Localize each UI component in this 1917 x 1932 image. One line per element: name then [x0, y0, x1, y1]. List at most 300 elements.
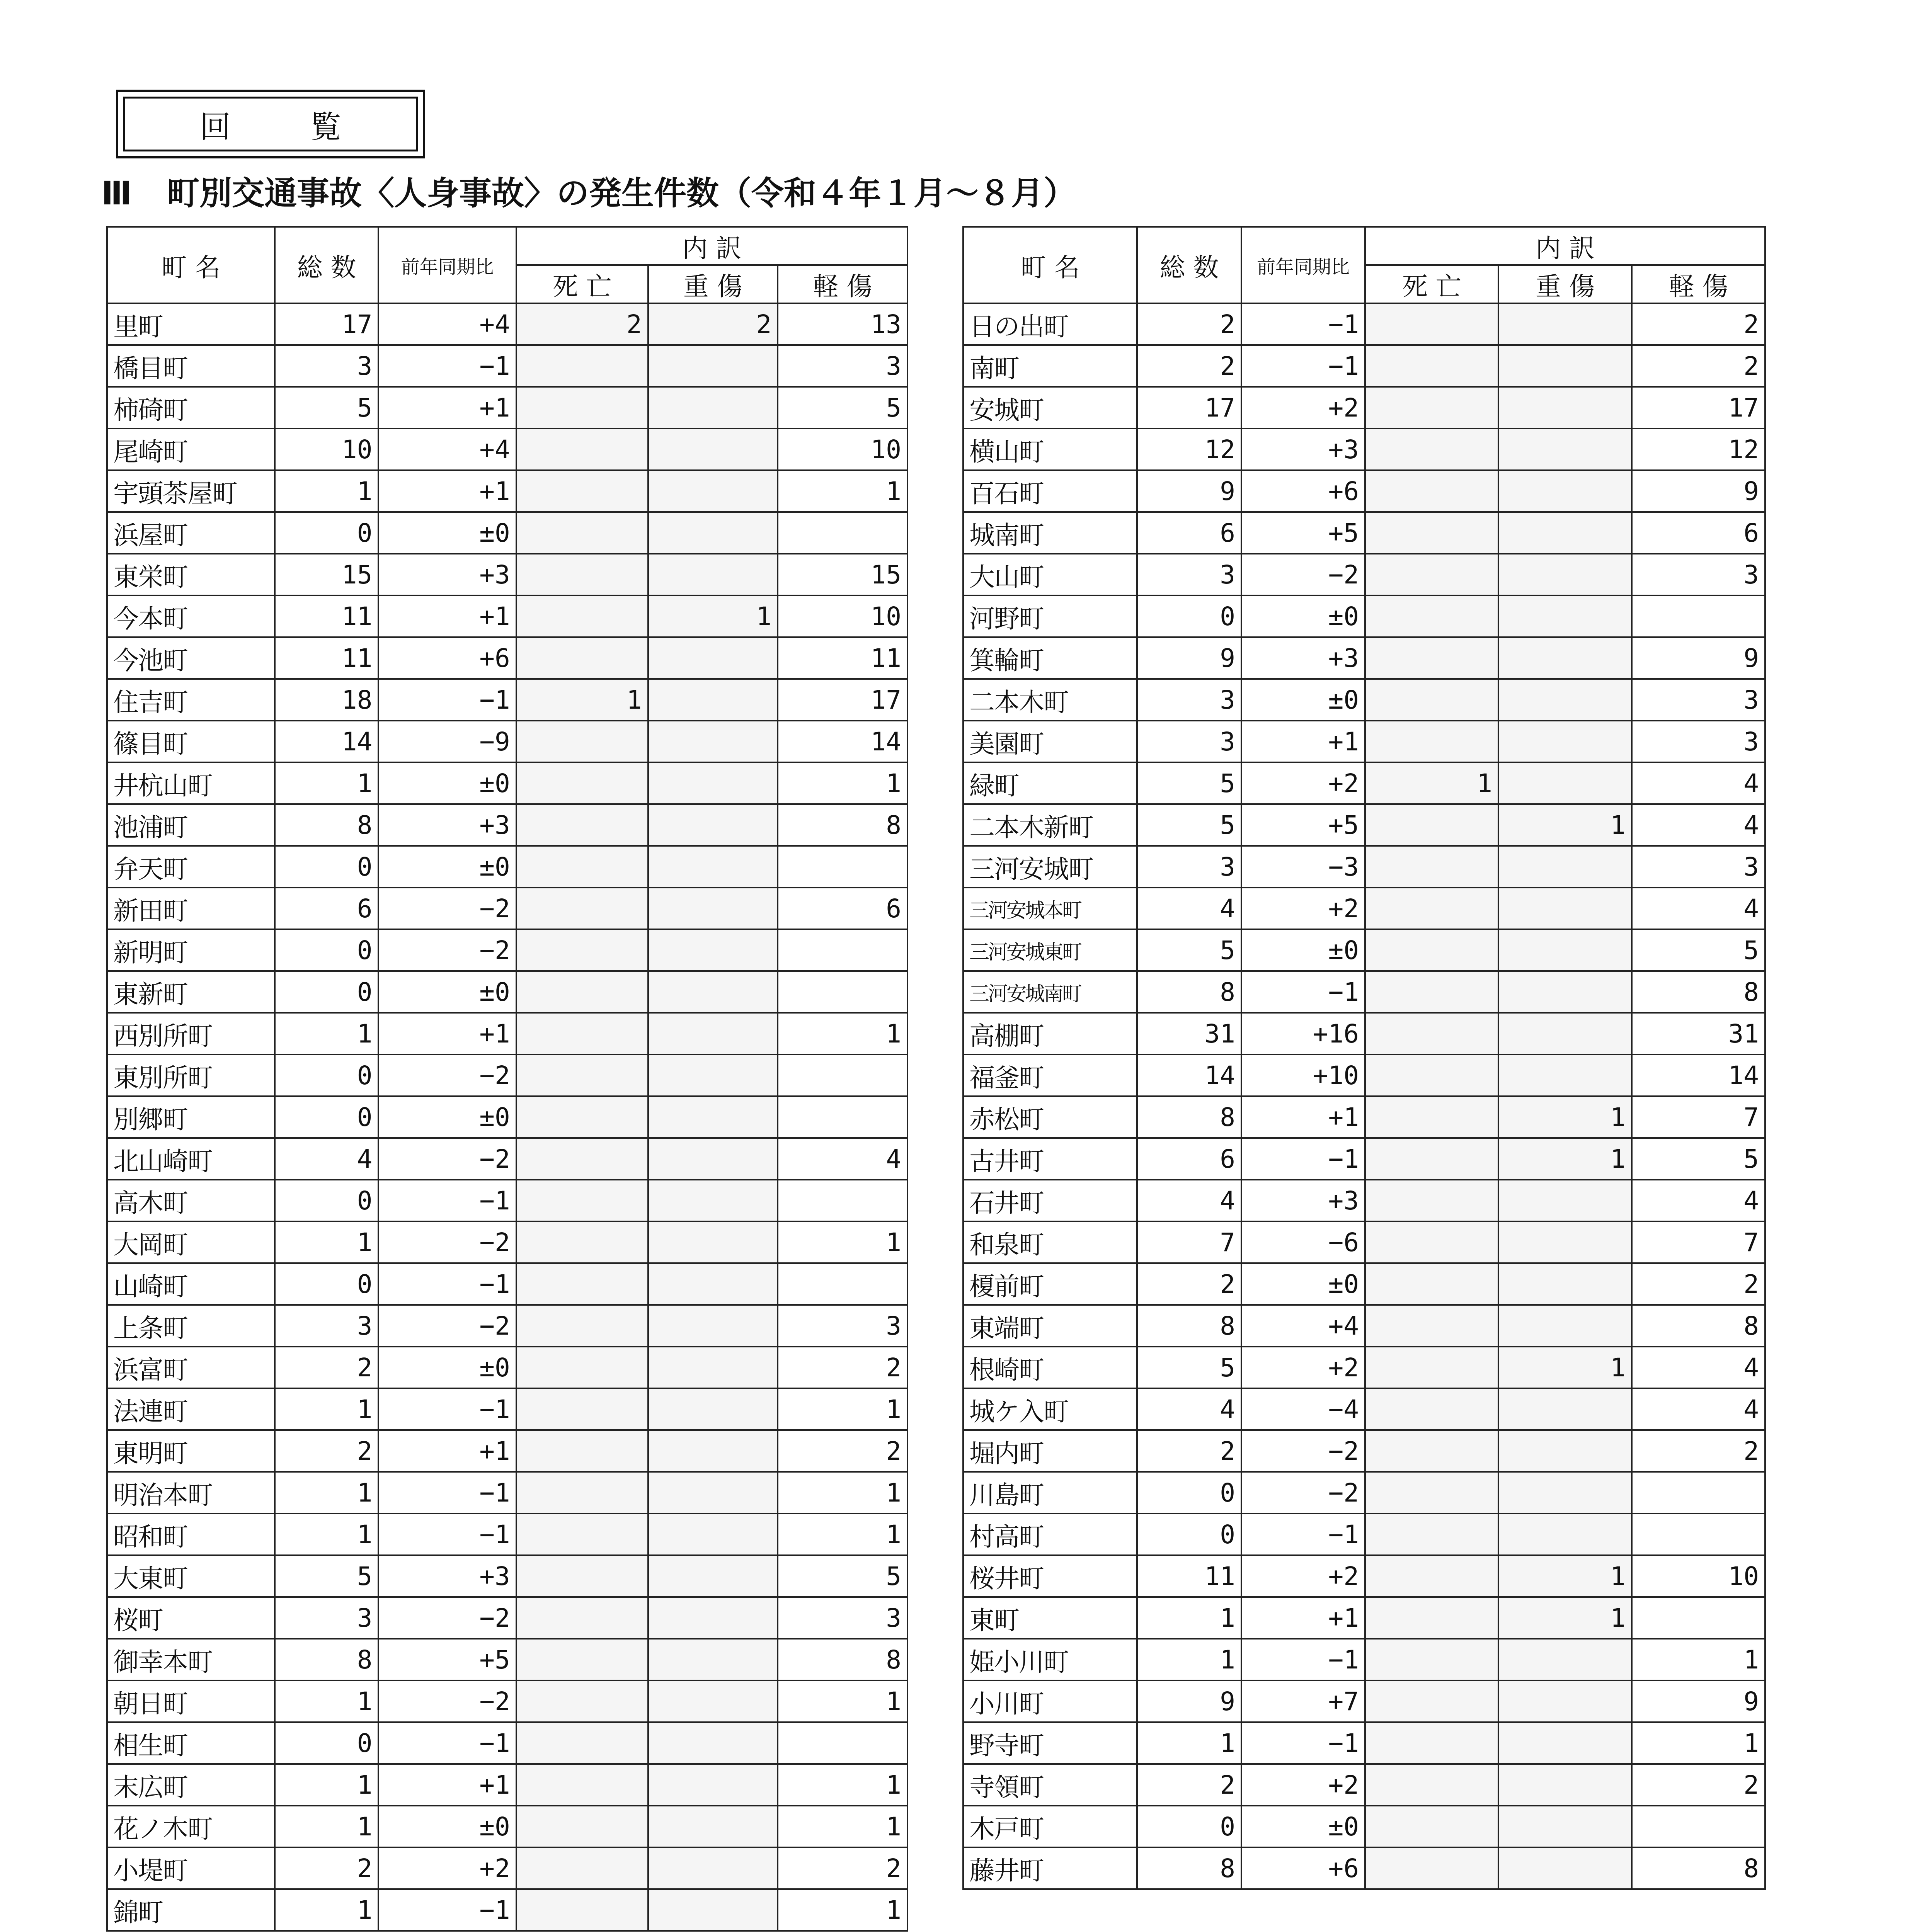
table-body-left	[107, 303, 907, 1931]
yoy-cell: +16	[1241, 1013, 1365, 1054]
serious-cell	[648, 1472, 778, 1514]
minor-cell: 1	[778, 1221, 907, 1263]
town-cell: 小川町	[963, 1680, 1137, 1722]
death-cell	[516, 1430, 648, 1472]
total-cell: 1	[275, 1013, 379, 1054]
serious-cell	[1498, 1764, 1632, 1806]
minor-cell	[778, 846, 907, 888]
minor-cell: 1	[778, 470, 907, 512]
minor-cell: 4	[1632, 888, 1765, 929]
serious-cell	[648, 1680, 778, 1722]
death-cell	[516, 595, 648, 637]
yoy-cell: −1	[378, 1889, 516, 1931]
town-cell: 池浦町	[107, 804, 275, 846]
table-row	[963, 1764, 1765, 1806]
town-cell: 美園町	[963, 721, 1137, 762]
table-row	[963, 1347, 1765, 1388]
minor-cell: 4	[1632, 1388, 1765, 1430]
table-row	[963, 1221, 1765, 1263]
yoy-cell: +5	[1241, 512, 1365, 554]
yoy-cell: +5	[1241, 804, 1365, 846]
serious-cell	[648, 1806, 778, 1847]
town-cell: 東端町	[963, 1305, 1137, 1347]
minor-cell: 17	[1632, 387, 1765, 429]
yoy-cell: ±0	[378, 1096, 516, 1138]
town-cell: 浜屋町	[107, 512, 275, 554]
total-cell: 1	[275, 1514, 379, 1555]
minor-cell: 1	[778, 1514, 907, 1555]
town-cell: 里町	[107, 303, 275, 345]
town-cell: 法連町	[107, 1388, 275, 1430]
yoy-cell: ±0	[378, 1347, 516, 1388]
serious-cell	[648, 554, 778, 595]
town-cell: 安城町	[963, 387, 1137, 429]
table-row	[963, 1806, 1765, 1847]
header-death: 死 亡	[1365, 265, 1498, 303]
town-cell: 宇頭茶屋町	[107, 470, 275, 512]
death-cell	[1365, 595, 1498, 637]
total-cell: 2	[1137, 1430, 1241, 1472]
minor-cell: 5	[778, 387, 907, 429]
death-cell	[516, 1347, 648, 1388]
minor-cell	[778, 1180, 907, 1221]
town-cell: 西別所町	[107, 1013, 275, 1054]
death-cell	[1365, 1764, 1498, 1806]
total-cell: 0	[1137, 1806, 1241, 1847]
minor-cell: 17	[778, 679, 907, 721]
yoy-cell: −1	[378, 1180, 516, 1221]
yoy-cell: ±0	[1241, 929, 1365, 971]
total-cell: 2	[1137, 303, 1241, 345]
total-cell: 0	[275, 971, 379, 1013]
death-cell	[516, 1305, 648, 1347]
yoy-cell: +1	[378, 387, 516, 429]
serious-cell	[648, 345, 778, 387]
header-town: 町 名	[107, 227, 275, 303]
serious-cell	[1498, 1639, 1632, 1680]
yoy-cell: +7	[1241, 1680, 1365, 1722]
yoy-cell: −1	[1241, 1138, 1365, 1180]
total-cell: 3	[1137, 554, 1241, 595]
total-cell: 0	[275, 929, 379, 971]
serious-cell	[648, 470, 778, 512]
death-cell	[1365, 345, 1498, 387]
minor-cell: 2	[778, 1430, 907, 1472]
death-cell	[1365, 512, 1498, 554]
serious-cell	[648, 1722, 778, 1764]
serious-cell	[648, 804, 778, 846]
accident-table-right	[962, 226, 1766, 1890]
serious-cell	[648, 387, 778, 429]
header-total: 総 数	[1137, 227, 1241, 303]
yoy-cell: +1	[1241, 1096, 1365, 1138]
yoy-cell: −6	[1241, 1221, 1365, 1263]
total-cell: 1	[275, 762, 379, 804]
death-cell	[1365, 1388, 1498, 1430]
town-cell: 弁天町	[107, 846, 275, 888]
table-row	[107, 721, 907, 762]
table-row	[963, 1013, 1765, 1054]
minor-cell	[1632, 1472, 1765, 1514]
table-row	[107, 888, 907, 929]
death-cell	[1365, 846, 1498, 888]
total-cell: 1	[275, 1680, 379, 1722]
death-cell	[1365, 721, 1498, 762]
town-cell: 二本木町	[963, 679, 1137, 721]
town-cell: 堀内町	[963, 1430, 1137, 1472]
yoy-cell: −2	[378, 1597, 516, 1639]
minor-cell: 1	[1632, 1639, 1765, 1680]
total-cell: 11	[1137, 1555, 1241, 1597]
town-cell: 城南町	[963, 512, 1137, 554]
minor-cell: 13	[778, 303, 907, 345]
yoy-cell: −2	[378, 1221, 516, 1263]
death-cell	[516, 1388, 648, 1430]
yoy-cell: +2	[1241, 1764, 1365, 1806]
yoy-cell: +2	[1241, 1347, 1365, 1388]
serious-cell	[648, 762, 778, 804]
town-cell: 姫小川町	[963, 1639, 1137, 1680]
page-title	[101, 172, 1261, 214]
total-cell: 2	[275, 1347, 379, 1388]
death-cell	[1365, 1555, 1498, 1597]
table-row	[107, 387, 907, 429]
yoy-cell: +2	[1241, 888, 1365, 929]
town-cell: 山崎町	[107, 1263, 275, 1305]
serious-cell	[648, 1597, 778, 1639]
death-cell	[516, 1514, 648, 1555]
minor-cell: 15	[778, 554, 907, 595]
minor-cell: 12	[1632, 429, 1765, 470]
minor-cell: 3	[1632, 846, 1765, 888]
serious-cell	[1498, 1180, 1632, 1221]
total-cell: 0	[1137, 595, 1241, 637]
death-cell	[516, 345, 648, 387]
total-cell: 11	[275, 637, 379, 679]
table-row	[107, 512, 907, 554]
total-cell: 3	[1137, 721, 1241, 762]
minor-cell: 2	[1632, 1430, 1765, 1472]
town-cell: 東別所町	[107, 1054, 275, 1096]
table-row	[107, 1013, 907, 1054]
table-row	[107, 679, 907, 721]
town-cell: 今本町	[107, 595, 275, 637]
header-breakdown: 内 訳	[516, 227, 907, 265]
table-row	[107, 929, 907, 971]
total-cell: 0	[275, 1180, 379, 1221]
death-cell	[1365, 1639, 1498, 1680]
total-cell: 15	[275, 554, 379, 595]
town-cell: 尾崎町	[107, 429, 275, 470]
death-cell	[1365, 470, 1498, 512]
total-cell: 5	[275, 1555, 379, 1597]
serious-cell	[648, 1764, 778, 1806]
minor-cell: 6	[1632, 512, 1765, 554]
table-row	[963, 888, 1765, 929]
yoy-cell: ±0	[378, 762, 516, 804]
death-cell: 1	[1365, 762, 1498, 804]
yoy-cell: −4	[1241, 1388, 1365, 1430]
serious-cell	[648, 1305, 778, 1347]
table-row	[107, 1096, 907, 1138]
table-row	[963, 1597, 1765, 1639]
table-row	[107, 470, 907, 512]
serious-cell	[648, 1514, 778, 1555]
serious-cell	[1498, 1806, 1632, 1847]
table-body-right	[963, 303, 1765, 1889]
table-row	[107, 1680, 907, 1722]
yoy-cell: ±0	[378, 512, 516, 554]
town-cell: 明治本町	[107, 1472, 275, 1514]
serious-cell	[648, 637, 778, 679]
yoy-cell: ±0	[378, 846, 516, 888]
serious-cell	[648, 846, 778, 888]
minor-cell: 3	[778, 345, 907, 387]
minor-cell: 1	[778, 1889, 907, 1931]
table-row	[963, 1639, 1765, 1680]
serious-cell	[648, 1221, 778, 1263]
total-cell: 1	[275, 1472, 379, 1514]
death-cell	[1365, 387, 1498, 429]
death-cell	[1365, 1472, 1498, 1514]
town-cell: 日の出町	[963, 303, 1137, 345]
total-cell: 8	[1137, 1305, 1241, 1347]
yoy-cell: −1	[378, 679, 516, 721]
serious-cell	[1498, 721, 1632, 762]
yoy-cell: +1	[378, 1013, 516, 1054]
serious-cell	[648, 1388, 778, 1430]
death-cell	[1365, 1013, 1498, 1054]
total-cell: 14	[275, 721, 379, 762]
yoy-cell: +10	[1241, 1054, 1365, 1096]
minor-cell: 1	[778, 1388, 907, 1430]
minor-cell: 2	[1632, 303, 1765, 345]
serious-cell	[1498, 637, 1632, 679]
death-cell	[1365, 1680, 1498, 1722]
minor-cell	[778, 971, 907, 1013]
yoy-cell: −1	[1241, 345, 1365, 387]
serious-cell: 1	[1498, 804, 1632, 846]
serious-cell	[1498, 762, 1632, 804]
yoy-cell: −1	[378, 1263, 516, 1305]
table-row	[107, 846, 907, 888]
serious-cell	[648, 1138, 778, 1180]
table-row	[963, 1388, 1765, 1430]
minor-cell: 5	[1632, 929, 1765, 971]
serious-cell	[1498, 1514, 1632, 1555]
serious-cell: 1	[1498, 1555, 1632, 1597]
table-row	[963, 1305, 1765, 1347]
yoy-cell: +3	[378, 554, 516, 595]
town-cell: 緑町	[963, 762, 1137, 804]
serious-cell	[1498, 1722, 1632, 1764]
yoy-cell: −1	[378, 345, 516, 387]
table-row	[107, 1430, 907, 1472]
serious-cell: 1	[1498, 1347, 1632, 1388]
minor-cell: 9	[1632, 637, 1765, 679]
serious-cell	[1498, 846, 1632, 888]
header-breakdown: 内 訳	[1365, 227, 1765, 265]
total-cell: 18	[275, 679, 379, 721]
minor-cell: 8	[1632, 1847, 1765, 1889]
town-cell: 北山崎町	[107, 1138, 275, 1180]
death-cell	[1365, 1221, 1498, 1263]
serious-cell	[1498, 1263, 1632, 1305]
yoy-cell: −1	[378, 1722, 516, 1764]
header-yoy: 前年同期比	[1241, 227, 1365, 303]
header-total: 総 数	[275, 227, 379, 303]
table-row	[107, 1806, 907, 1847]
total-cell: 2	[1137, 345, 1241, 387]
minor-cell	[778, 929, 907, 971]
yoy-cell: ±0	[1241, 1806, 1365, 1847]
total-cell: 5	[1137, 929, 1241, 971]
town-cell: 篠目町	[107, 721, 275, 762]
death-cell	[1365, 1847, 1498, 1889]
total-cell: 3	[1137, 846, 1241, 888]
yoy-cell: ±0	[1241, 679, 1365, 721]
death-cell	[516, 804, 648, 846]
table-row	[107, 1305, 907, 1347]
total-cell: 1	[1137, 1722, 1241, 1764]
serious-cell	[1498, 1305, 1632, 1347]
death-cell	[516, 429, 648, 470]
town-cell: 浜富町	[107, 1347, 275, 1388]
table-row	[107, 1722, 907, 1764]
serious-cell	[1498, 1430, 1632, 1472]
serious-cell	[648, 1096, 778, 1138]
death-cell	[516, 1054, 648, 1096]
total-cell: 3	[275, 1305, 379, 1347]
serious-cell	[648, 1639, 778, 1680]
town-cell: 末広町	[107, 1764, 275, 1806]
town-cell: 三河安城本町	[963, 888, 1137, 929]
town-cell: 河野町	[963, 595, 1137, 637]
table-row	[107, 345, 907, 387]
minor-cell: 4	[1632, 1347, 1765, 1388]
yoy-cell: −2	[1241, 1430, 1365, 1472]
town-cell: 小堤町	[107, 1847, 275, 1889]
town-cell: 東町	[963, 1597, 1137, 1639]
serious-cell: 1	[648, 595, 778, 637]
table-row	[963, 846, 1765, 888]
total-cell: 3	[275, 345, 379, 387]
town-cell: 柿碕町	[107, 387, 275, 429]
town-cell: 桜町	[107, 1597, 275, 1639]
town-cell: 百石町	[963, 470, 1137, 512]
serious-cell	[648, 512, 778, 554]
accident-table-left	[106, 226, 908, 1932]
minor-cell: 9	[1632, 470, 1765, 512]
total-cell: 5	[1137, 804, 1241, 846]
table-row	[963, 387, 1765, 429]
minor-cell: 4	[1632, 762, 1765, 804]
total-cell: 0	[275, 512, 379, 554]
yoy-cell: ±0	[378, 971, 516, 1013]
death-cell	[516, 1555, 648, 1597]
minor-cell	[1632, 595, 1765, 637]
total-cell: 8	[275, 1639, 379, 1680]
death-cell	[1365, 1263, 1498, 1305]
yoy-cell: +1	[378, 1430, 516, 1472]
total-cell: 4	[1137, 1388, 1241, 1430]
death-cell	[1365, 929, 1498, 971]
minor-cell: 2	[1632, 1263, 1765, 1305]
death-cell	[1365, 1806, 1498, 1847]
serious-cell	[648, 888, 778, 929]
town-cell: 上条町	[107, 1305, 275, 1347]
yoy-cell: ±0	[378, 1806, 516, 1847]
death-cell	[1365, 429, 1498, 470]
town-cell: 橋目町	[107, 345, 275, 387]
minor-cell: 3	[1632, 554, 1765, 595]
yoy-cell: −2	[378, 1138, 516, 1180]
death-cell	[516, 637, 648, 679]
header-minor: 軽 傷	[778, 265, 907, 303]
table-row	[107, 1639, 907, 1680]
total-cell: 8	[1137, 1847, 1241, 1889]
serious-cell	[648, 679, 778, 721]
death-cell: 2	[516, 303, 648, 345]
minor-cell: 4	[1632, 1180, 1765, 1221]
town-cell: 木戸町	[963, 1806, 1137, 1847]
death-cell	[516, 387, 648, 429]
death-cell	[516, 1680, 648, 1722]
yoy-cell: +1	[378, 1764, 516, 1806]
yoy-cell: +4	[1241, 1305, 1365, 1347]
minor-cell: 3	[1632, 721, 1765, 762]
minor-cell: 8	[778, 1639, 907, 1680]
minor-cell: 1	[778, 1764, 907, 1806]
minor-cell: 31	[1632, 1013, 1765, 1054]
death-cell	[516, 846, 648, 888]
town-cell: 川島町	[963, 1472, 1137, 1514]
total-cell: 2	[275, 1847, 379, 1889]
total-cell: 0	[1137, 1472, 1241, 1514]
circulation-box	[116, 90, 425, 158]
minor-cell: 4	[1632, 804, 1765, 846]
yoy-cell: −3	[1241, 846, 1365, 888]
total-cell: 11	[275, 595, 379, 637]
total-cell: 1	[1137, 1597, 1241, 1639]
death-cell	[1365, 971, 1498, 1013]
death-cell	[1365, 679, 1498, 721]
minor-cell: 3	[1632, 679, 1765, 721]
yoy-cell: −1	[378, 1388, 516, 1430]
yoy-cell: +1	[1241, 1597, 1365, 1639]
town-cell: 根崎町	[963, 1347, 1137, 1388]
table-row	[963, 762, 1765, 804]
yoy-cell: −1	[1241, 1514, 1365, 1555]
minor-cell: 10	[778, 429, 907, 470]
town-cell: 三河安城南町	[963, 971, 1137, 1013]
town-cell: 箕輪町	[963, 637, 1137, 679]
yoy-cell: +1	[378, 470, 516, 512]
circulation-label: 回 覧	[123, 97, 418, 151]
serious-cell	[1498, 554, 1632, 595]
minor-cell	[1632, 1514, 1765, 1555]
total-cell: 2	[1137, 1263, 1241, 1305]
table-row	[107, 429, 907, 470]
table-row	[107, 1472, 907, 1514]
total-cell: 1	[275, 1806, 379, 1847]
serious-cell	[648, 1430, 778, 1472]
serious-cell	[648, 1013, 778, 1054]
table-row	[107, 1221, 907, 1263]
minor-cell: 5	[1632, 1138, 1765, 1180]
death-cell	[1365, 804, 1498, 846]
total-cell: 3	[275, 1597, 379, 1639]
